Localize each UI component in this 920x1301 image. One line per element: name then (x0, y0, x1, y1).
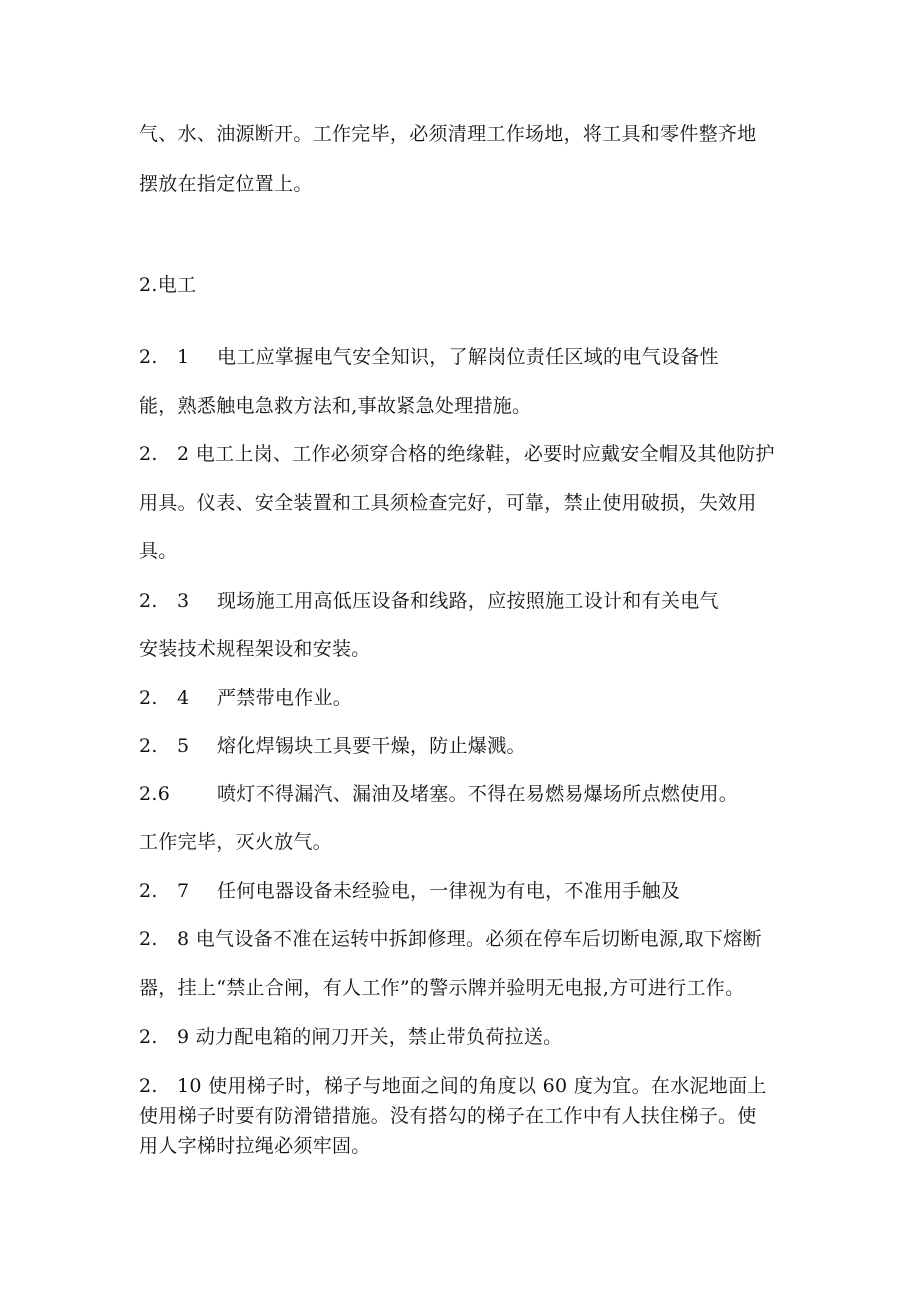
item-2-1 (139, 345, 719, 369)
item-2-10-continuation: 用人字梯时拉绳必须牢固。 (139, 1135, 371, 1157)
item-2-10: 2. 10 使用梯子时，梯子与地面之间的角度以 60 度为宜。在水泥地面上 (139, 1075, 767, 1097)
item-2-9: 2. 9 动力配电箱的闸刀开关，禁止带负荷拉送。 (139, 1026, 563, 1048)
item-number: 2. 7 (139, 880, 190, 902)
item-2-6-continuation: 工作完毕，灭火放气。 (139, 831, 333, 853)
item-number: 2.6 (139, 783, 171, 805)
item-2-7 (139, 879, 680, 903)
item-2-8-continuation: 器，挂上“禁止合闸，有人工作”的警示牌并验明无电报,方可进行工作。 (139, 977, 745, 999)
paragraph-line: 摆放在指定位置上。 (139, 173, 313, 195)
item-2-2-continuation: 用具。仪表、安全装置和工具须检查完好，可靠，禁止使用破损，失效用 (139, 492, 757, 514)
item-number: 2. 4 (139, 687, 190, 709)
item-2-3 (139, 589, 719, 613)
item-2-5 (139, 734, 526, 758)
item-2-6 (139, 782, 738, 806)
item-text: 现场施工用高低压设备和线路，应按照施工设计和有关电气 (217, 590, 719, 612)
section-heading: 2.电工 (139, 274, 197, 296)
item-2-4 (139, 686, 352, 710)
item-2-2: 2. 2 电工上岗、工作必须穿合格的绝缘鞋，必要时应戴安全帽及其他防护 (139, 443, 775, 465)
item-number: 2. 1 (139, 346, 190, 368)
item-text: 电工应掌握电气安全知识，了解岗位责任区域的电气设备性 (217, 346, 719, 368)
item-text: 严禁带电作业。 (217, 687, 353, 709)
item-2-1-continuation: 能，熟悉触电急救方法和,事故紧急处理措施。 (139, 395, 532, 417)
item-2-2-continuation: 具。 (139, 540, 178, 562)
item-text: 熔化焊锡块工具要干燥，防止爆溅。 (217, 735, 526, 757)
item-2-10-continuation: 使用梯子时要有防滑错措施。没有搭勾的梯子在工作中有人扶住梯子。使 (139, 1105, 757, 1127)
item-2-3-continuation: 安装技术规程架设和安装。 (139, 638, 371, 660)
item-number: 2. 5 (139, 735, 190, 757)
item-text: 喷灯不得漏汽、漏油及堵塞。不得在易燃易爆场所点燃使用。 (217, 783, 739, 805)
paragraph-line: 气、水、油源断开。工作完毕，必须清理工作场地，将工具和零件整齐地 (139, 123, 757, 145)
item-text: 任何电器设备未经验电，一律视为有电，不准用手触及 (217, 880, 681, 902)
item-number: 2. 3 (139, 590, 190, 612)
item-2-8: 2. 8 电气设备不准在运转中拆卸修理。必须在停车后切断电源,取下熔断 (139, 928, 762, 950)
